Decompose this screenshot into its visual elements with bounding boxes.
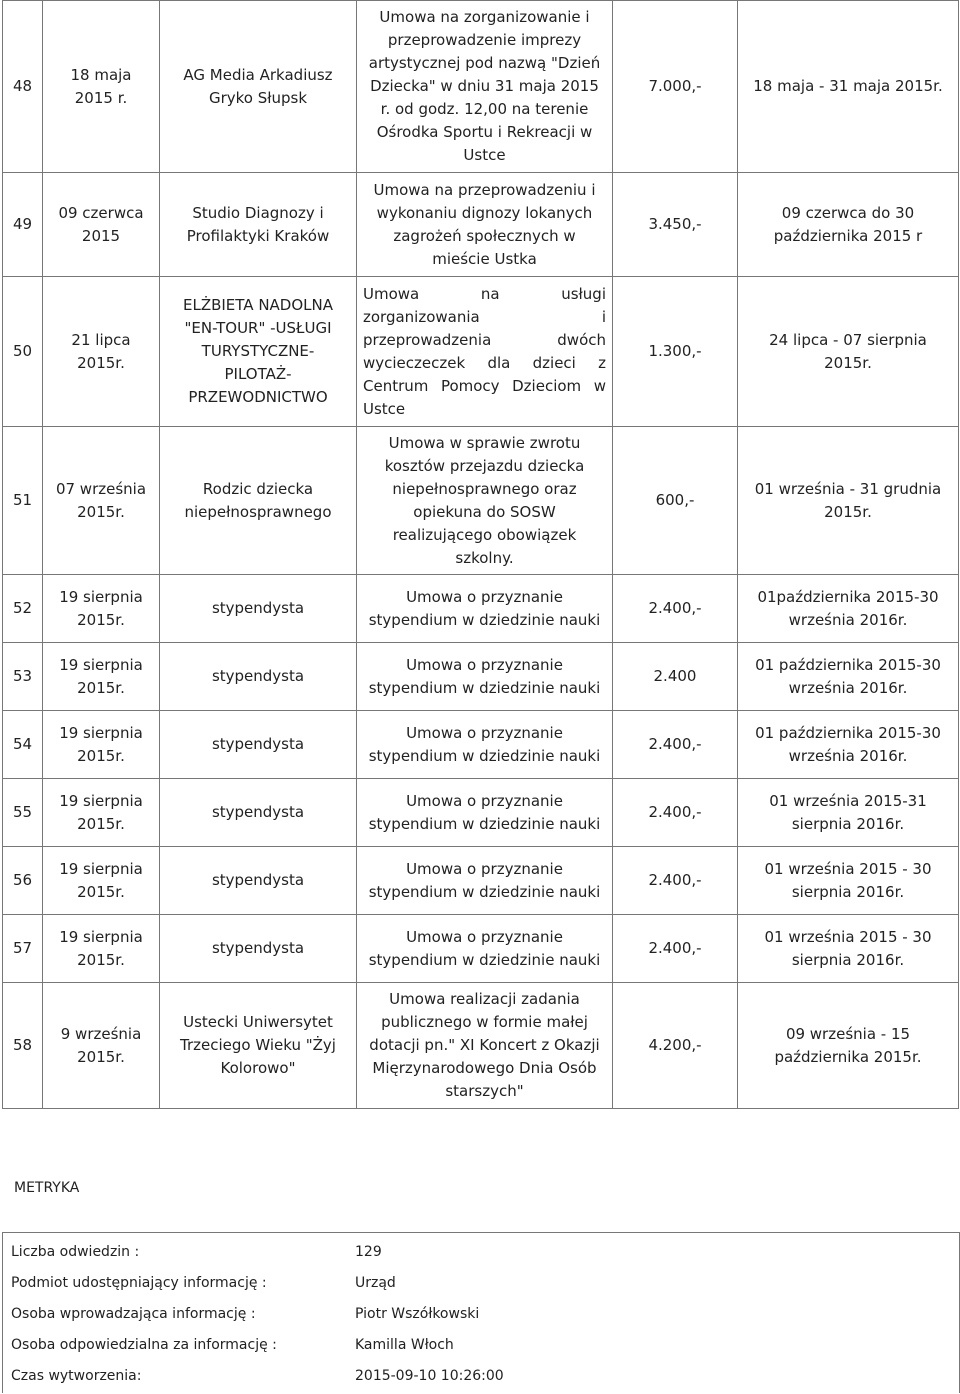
contract-period: 18 maja - 31 maja 2015r. <box>738 1 959 173</box>
created-time-label: Czas wytworzenia: <box>11 1368 142 1384</box>
row-number: 57 <box>3 915 43 983</box>
contractor: stypendysta <box>160 711 357 779</box>
table-row <box>3 847 959 915</box>
contract-date: 19 sierpnia 2015r. <box>43 575 160 643</box>
entered-by-value: Piotr Wszółkowski <box>355 1306 480 1322</box>
table-row <box>3 173 959 277</box>
created-time-value: 2015-09-10 10:26:00 <box>355 1368 504 1384</box>
table-row <box>3 277 959 427</box>
row-number: 56 <box>3 847 43 915</box>
contractor: Rodzic dziecka niepełnosprawnego <box>160 427 357 575</box>
contract-date: 18 maja 2015 r. <box>43 1 160 173</box>
contractor: stypendysta <box>160 575 357 643</box>
contract-period: 09 czerwca do 30 października 2015 r <box>738 173 959 277</box>
contract-subject: Umowa o przyznanie stypendium w dziedzinie nauki <box>357 643 613 711</box>
contract-subject: Umowa w sprawie zwrotu kosztów przejazdu dziecka niepełnosprawnego oraz opiekuna do SOSW realizującego obowiązek szkolny. <box>357 427 613 575</box>
contract-subject: Umowa o przyznanie stypendium w dziedzinie nauki <box>357 711 613 779</box>
table-row <box>3 915 959 983</box>
contract-date: 9 września 2015r. <box>43 983 160 1109</box>
contract-amount: 2.400,- <box>613 575 738 643</box>
contract-period: 01 września 2015-31 sierpnia 2016r. <box>738 779 959 847</box>
row-number: 51 <box>3 427 43 575</box>
row-number: 49 <box>3 173 43 277</box>
contract-subject: Umowa na przeprowadzeniu i wykonaniu dignozy lokanych zagrożeń społecznych w mieście Ustka <box>357 173 613 277</box>
contract-date: 19 sierpnia 2015r. <box>43 779 160 847</box>
contract-date: 09 czerwca 2015 <box>43 173 160 277</box>
row-number: 52 <box>3 575 43 643</box>
contract-amount: 600,- <box>613 427 738 575</box>
row-number: 55 <box>3 779 43 847</box>
contract-period: 01 października 2015-30 września 2016r. <box>738 643 959 711</box>
contract-subject: Umowa o przyznanie stypendium w dziedzinie nauki <box>357 847 613 915</box>
table-row <box>3 1 959 173</box>
contract-subject: Umowa o przyznanie stypendium w dziedzinie nauki <box>357 915 613 983</box>
contract-amount: 3.450,- <box>613 173 738 277</box>
contract-amount: 2.400 <box>613 643 738 711</box>
contract-amount: 4.200,- <box>613 983 738 1109</box>
contract-subject: Umowa na usługi zorganizowania i przeprowadzenia dwóch wycieczeczek dla dzieci z Centrum Pomocy Dzieciom w Ustce <box>357 277 613 427</box>
table-row <box>3 779 959 847</box>
row-number: 58 <box>3 983 43 1109</box>
contract-period: 01października 2015-30 września 2016r. <box>738 575 959 643</box>
publisher-value: Urząd <box>355 1275 396 1291</box>
contractor: stypendysta <box>160 643 357 711</box>
contract-amount: 2.400,- <box>613 915 738 983</box>
row-number: 53 <box>3 643 43 711</box>
contract-period: 01 października 2015-30 września 2016r. <box>738 711 959 779</box>
contract-subject: Umowa o przyznanie stypendium w dziedzinie nauki <box>357 779 613 847</box>
contract-date: 19 sierpnia 2015r. <box>43 915 160 983</box>
contract-period: 01 września 2015 - 30 sierpnia 2016r. <box>738 915 959 983</box>
visit-count-value: 129 <box>355 1244 382 1260</box>
contractor: stypendysta <box>160 915 357 983</box>
table-row <box>3 711 959 779</box>
table-row <box>3 983 959 1109</box>
contracts-table-body <box>3 1 959 1109</box>
contract-date: 19 sierpnia 2015r. <box>43 643 160 711</box>
contractor: Ustecki Uniwersytet Trzeciego Wieku "Żyj Kolorowo" <box>160 983 357 1109</box>
contract-date: 19 sierpnia 2015r. <box>43 711 160 779</box>
table-row <box>3 427 959 575</box>
table-row <box>3 643 959 711</box>
metadata-panel <box>2 1232 960 1393</box>
contract-amount: 7.000,- <box>613 1 738 173</box>
contract-subject: Umowa o przyznanie stypendium w dziedzinie nauki <box>357 575 613 643</box>
contractor: stypendysta <box>160 847 357 915</box>
contract-subject: Umowa na zorganizowanie i przeprowadzenie imprezy artystycznej pod nazwą "Dzień Dziecka" w dniu 31 maja 2015 r. od godz. 12,00 na terenie Ośrodka Sportu i Rekreacji w Ustce <box>357 1 613 173</box>
contract-amount: 2.400,- <box>613 847 738 915</box>
responsible-person-label: Osoba odpowiedzialna za informację : <box>11 1337 277 1353</box>
contract-date: 19 sierpnia 2015r. <box>43 847 160 915</box>
contract-period: 01 września - 31 grudnia 2015r. <box>738 427 959 575</box>
metadata-title: METRYKA <box>14 1180 80 1196</box>
responsible-person-value: Kamilla Włoch <box>355 1337 454 1353</box>
contract-date: 07 września 2015r. <box>43 427 160 575</box>
contract-amount: 1.300,- <box>613 277 738 427</box>
contract-amount: 2.400,- <box>613 711 738 779</box>
entered-by-label: Osoba wprowadzająca informację : <box>11 1306 256 1322</box>
contract-period: 24 lipca - 07 sierpnia 2015r. <box>738 277 959 427</box>
contractor: stypendysta <box>160 779 357 847</box>
contractor: AG Media Arkadiusz Gryko Słupsk <box>160 1 357 173</box>
row-number: 48 <box>3 1 43 173</box>
table-row <box>3 575 959 643</box>
contractor: Studio Diagnozy i Profilaktyki Kraków <box>160 173 357 277</box>
contracts-table <box>2 0 959 1109</box>
contract-amount: 2.400,- <box>613 779 738 847</box>
visit-count-label: Liczba odwiedzin : <box>11 1244 140 1260</box>
contract-period: 01 września 2015 - 30 sierpnia 2016r. <box>738 847 959 915</box>
publisher-label: Podmiot udostępniający informację : <box>11 1275 267 1291</box>
contract-date: 21 lipca 2015r. <box>43 277 160 427</box>
contract-subject: Umowa realizacji zadania publicznego w formie małej dotacji pn." XI Koncert z Okazji Mięrzynarodowego Dnia Osób starszych" <box>357 983 613 1109</box>
contract-period: 09 września - 15 października 2015r. <box>738 983 959 1109</box>
contractor: ELŻBIETA NADOLNA "EN-TOUR" -USŁUGI TURYSTYCZNE- PILOTAŻ- PRZEWODNICTWO <box>160 277 357 427</box>
row-number: 54 <box>3 711 43 779</box>
row-number: 50 <box>3 277 43 427</box>
